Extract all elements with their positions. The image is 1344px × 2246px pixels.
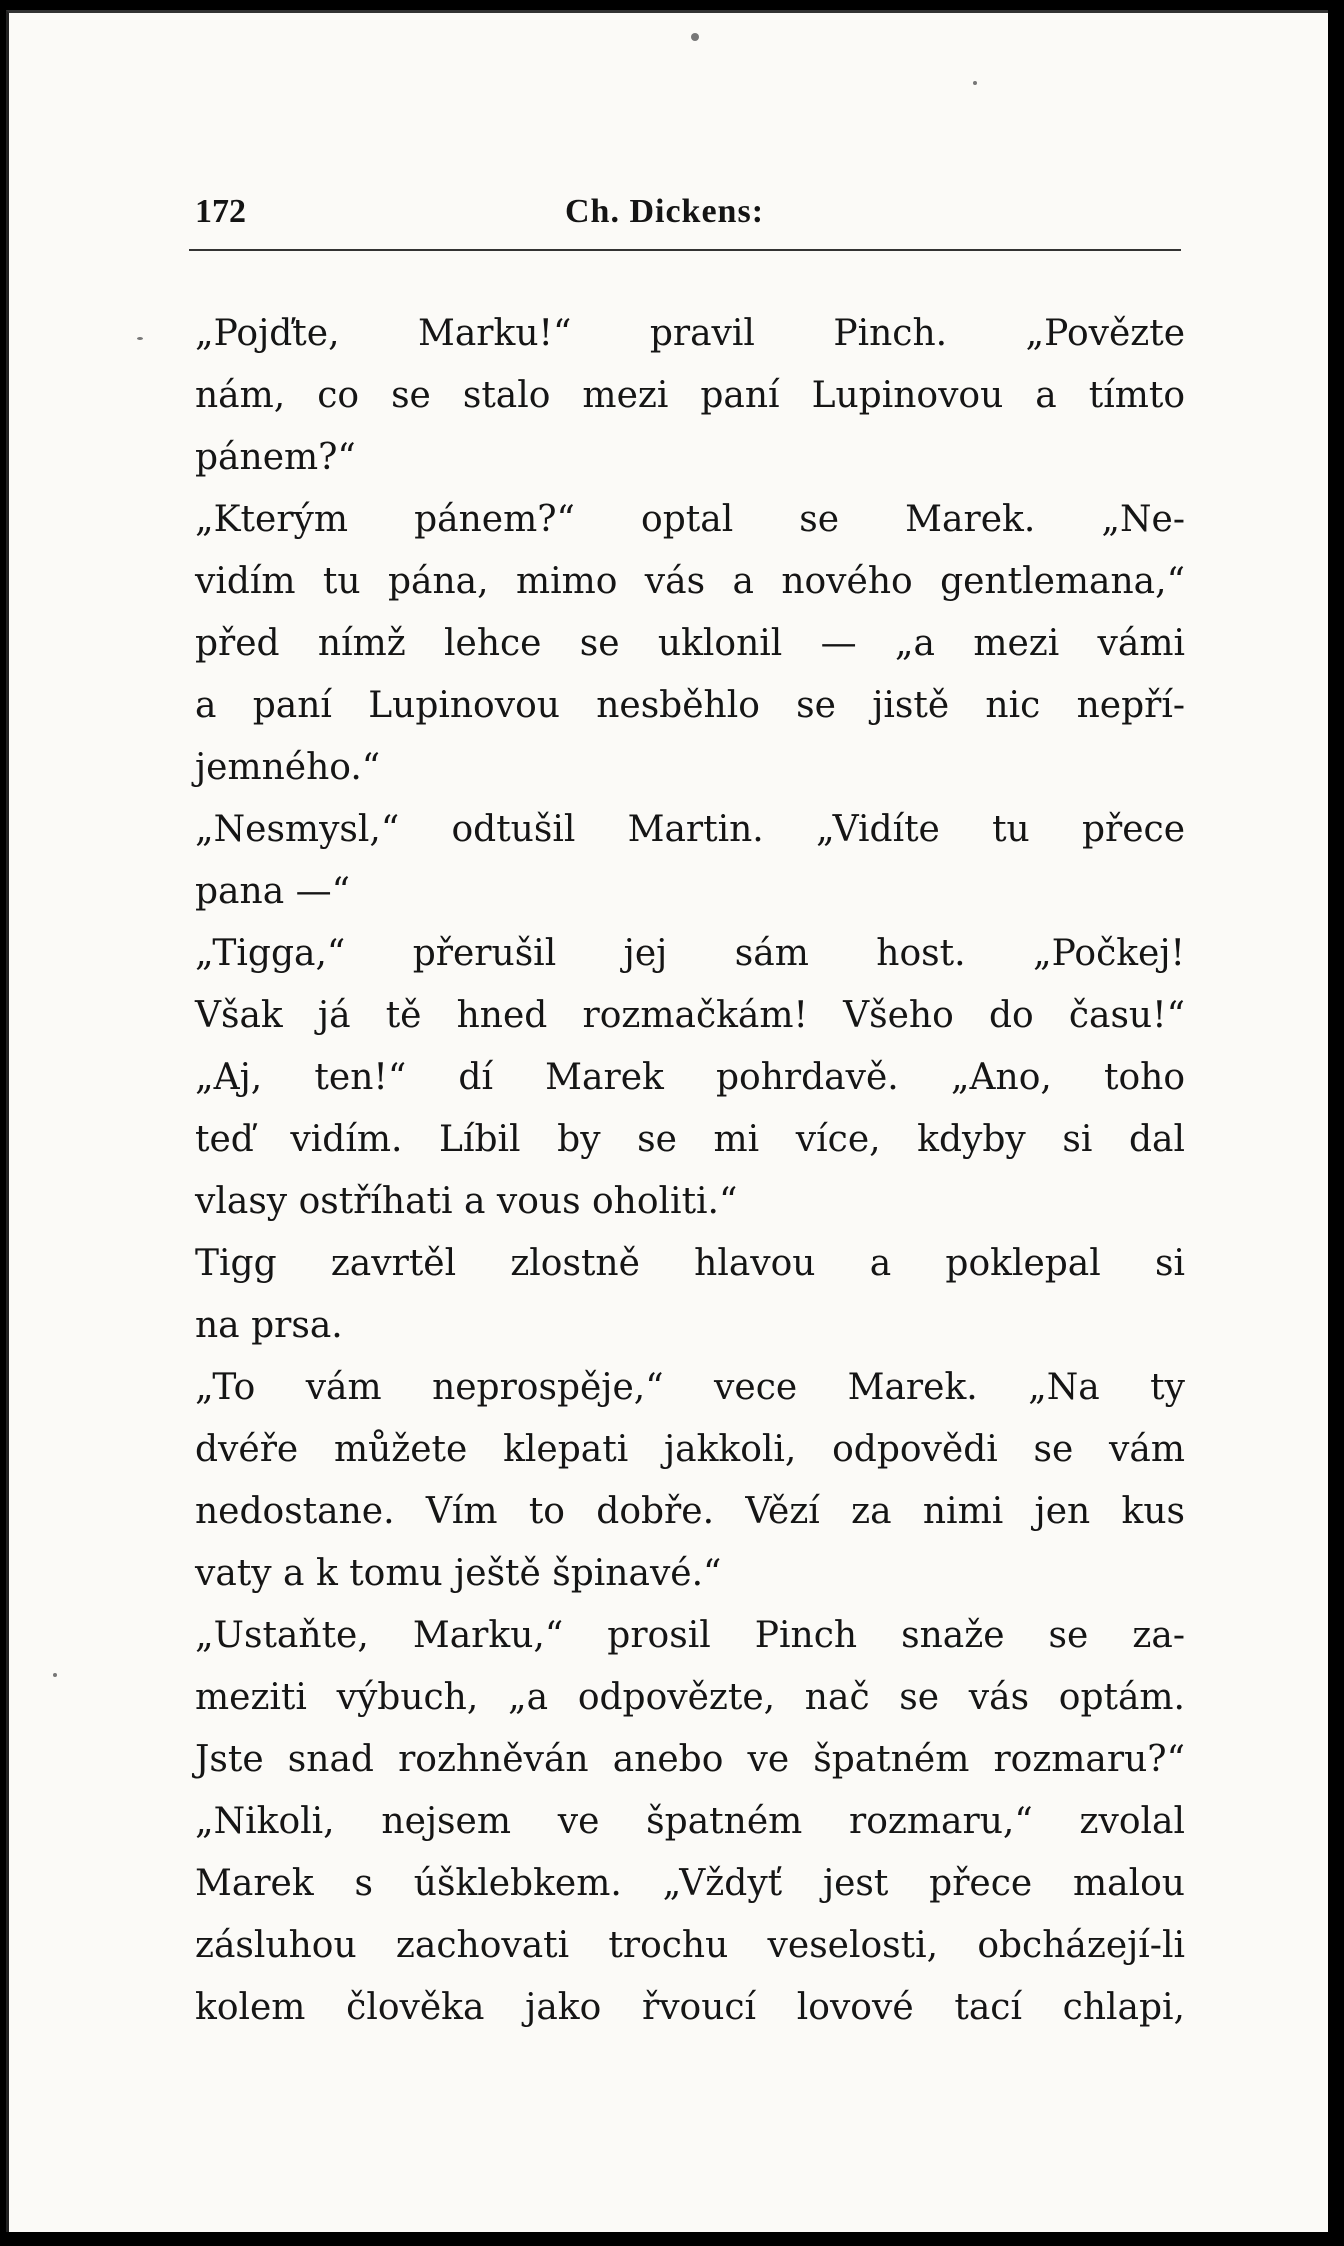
text-line: vaty a k tomu ještě špinavé.“ bbox=[195, 1553, 722, 1594]
text-line: dvéře můžete klepati jakkoli, odpovědi se vám bbox=[195, 1429, 1185, 1470]
text-line: teď vidím. Líbil by se mi více, kdyby si dal bbox=[195, 1119, 1185, 1160]
speck-mark bbox=[53, 1673, 57, 1677]
text-line: pánem?“ bbox=[195, 437, 356, 478]
text-line: „Nikoli, nejsem ve špatném rozmaru,“ zvolal bbox=[195, 1801, 1185, 1842]
speck-mark bbox=[137, 337, 143, 340]
text-line: jemného.“ bbox=[195, 747, 381, 788]
text-line: „Aj, ten!“ dí Marek pohrdavě. „Ano, toho bbox=[195, 1057, 1185, 1098]
text-line: nám, co se stalo mezi paní Lupinovou a tímto bbox=[195, 375, 1185, 416]
text-line: meziti výbuch, „a odpovězte, nač se vás optám. bbox=[195, 1677, 1185, 1718]
text-line: vlasy ostříhati a vous oholiti.“ bbox=[195, 1181, 738, 1222]
text-line: před nímž lehce se uklonil — „a mezi vámi bbox=[195, 623, 1185, 664]
text-line: „Pojďte, Marku!“ pravil Pinch. „Povězte bbox=[195, 313, 1185, 354]
text-line: Marek s úšklebkem. „Vždyť jest přece malou bbox=[195, 1863, 1185, 1904]
running-head: Ch. Dickens: bbox=[565, 193, 765, 230]
speck-mark bbox=[691, 33, 699, 41]
text-line: „Tigga,“ přerušil jej sám host. „Počkej! bbox=[195, 933, 1185, 974]
text-line: kolem člověka jako řvoucí lovové tací chlapi, bbox=[195, 1987, 1185, 2028]
text-line: a paní Lupinovou nesběhlo se jistě nic nepří- bbox=[195, 685, 1185, 726]
text-line: „Nesmysl,“ odtušil Martin. „Vidíte tu přece bbox=[195, 809, 1185, 850]
text-line: zásluhou zachovati trochu veselosti, obcházejí-li bbox=[195, 1925, 1185, 1966]
book-page bbox=[6, 10, 1328, 2232]
body-text bbox=[195, 303, 1185, 2039]
text-line: pana —“ bbox=[195, 871, 351, 912]
text-line: „Ustaňte, Marku,“ prosil Pinch snaže se za- bbox=[195, 1615, 1185, 1656]
text-line: Jste snad rozhněván anebo ve špatném rozmaru?“ bbox=[195, 1739, 1185, 1780]
header-rule bbox=[189, 249, 1181, 251]
text-line: na prsa. bbox=[195, 1305, 343, 1346]
text-line: „To vám neprospěje,“ vece Marek. „Na ty bbox=[195, 1367, 1185, 1408]
text-line: vidím tu pána, mimo vás a nového gentlemana,“ bbox=[195, 561, 1185, 602]
text-line: nedostane. Vím to dobře. Vězí za nimi jen kus bbox=[195, 1491, 1185, 1532]
text-line: Tigg zavrtěl zlostně hlavou a poklepal si bbox=[195, 1243, 1185, 1284]
text-line: „Kterým pánem?“ optal se Marek. „Ne- bbox=[195, 499, 1185, 540]
text-line: Však já tě hned rozmačkám! Všeho do času!“ bbox=[195, 995, 1185, 1036]
page-header bbox=[195, 193, 1181, 243]
speck-mark bbox=[973, 81, 977, 85]
page-number: 172 bbox=[195, 193, 246, 230]
